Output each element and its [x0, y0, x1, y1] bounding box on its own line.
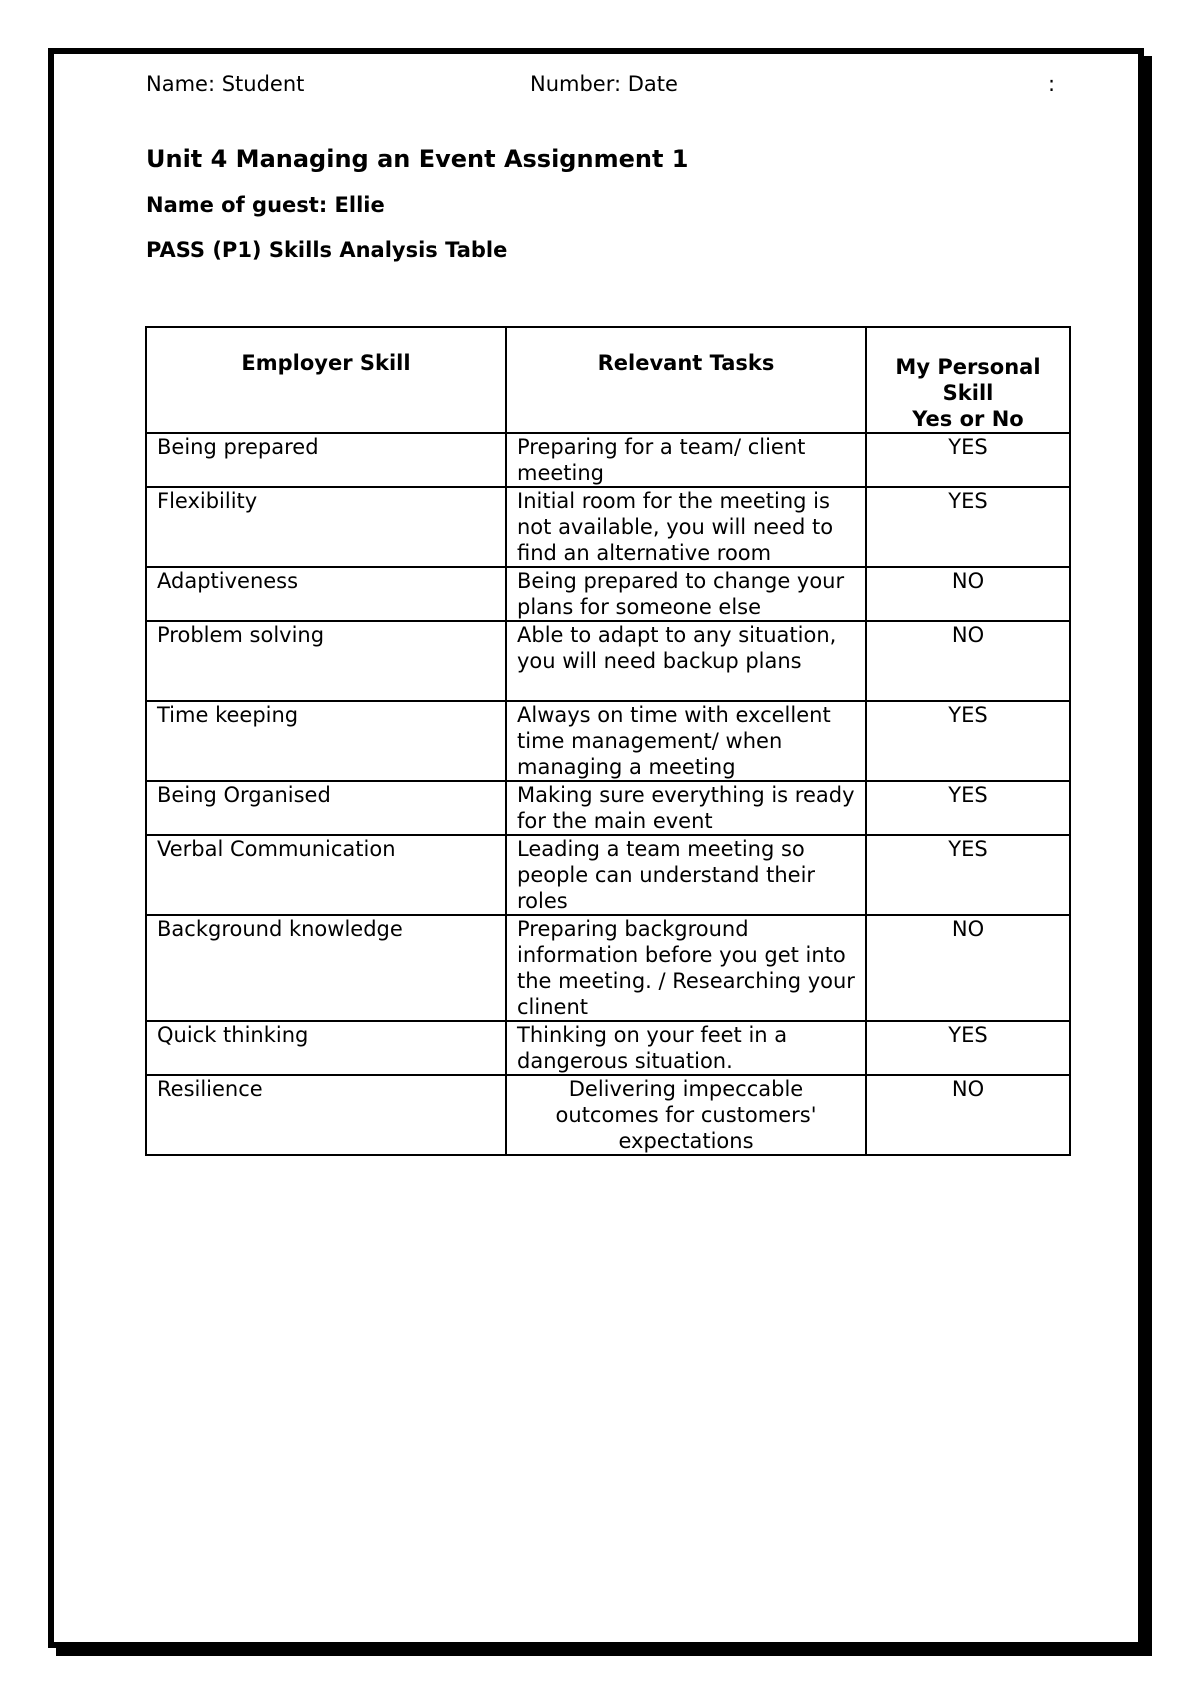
table-subtitle: PASS (P1) Skills Analysis Table — [146, 238, 508, 262]
personal-skill-header-line1: My Personal — [895, 355, 1041, 379]
task-cell: Delivering impeccable outcomes for customers' expectations — [506, 1075, 866, 1155]
skill-cell: Problem solving — [146, 621, 506, 701]
answer-cell: NO — [866, 567, 1070, 621]
skill-cell: Being prepared — [146, 433, 506, 487]
student-number-date-label: Number: Date — [530, 72, 678, 96]
column-header-personal-skill — [866, 327, 1070, 433]
student-name-label: Name: Student — [146, 72, 305, 96]
answer-cell: NO — [866, 915, 1070, 1021]
table-row — [146, 781, 1070, 835]
personal-skill-header-line3: Yes or No — [912, 407, 1024, 431]
table-row — [146, 621, 1070, 701]
table-row — [146, 915, 1070, 1021]
table-row — [146, 1075, 1070, 1155]
table-header-row — [146, 327, 1070, 433]
answer-cell: YES — [866, 701, 1070, 781]
skill-cell: Flexibility — [146, 487, 506, 567]
skill-cell: Time keeping — [146, 701, 506, 781]
skill-cell: Quick thinking — [146, 1021, 506, 1075]
task-cell: Preparing for a team/ client meeting — [506, 433, 866, 487]
answer-cell: YES — [866, 781, 1070, 835]
answer-cell: YES — [866, 487, 1070, 567]
task-cell: Thinking on your feet in a dangerous situation. — [506, 1021, 866, 1075]
task-cell: Leading a team meeting so people can understand their roles — [506, 835, 866, 915]
skill-cell: Being Organised — [146, 781, 506, 835]
task-cell: Always on time with excellent time management/ when managing a meeting — [506, 701, 866, 781]
skill-cell: Resilience — [146, 1075, 506, 1155]
skills-analysis-table — [145, 326, 1071, 1156]
task-cell: Able to adapt to any situation, you will need backup plans — [506, 621, 866, 701]
table-row — [146, 835, 1070, 915]
table-row — [146, 567, 1070, 621]
skill-cell: Background knowledge — [146, 915, 506, 1021]
task-cell: Being prepared to change your plans for someone else — [506, 567, 866, 621]
table-row — [146, 487, 1070, 567]
answer-cell: NO — [866, 1075, 1070, 1155]
document-title: Unit 4 Managing an Event Assignment 1 — [146, 145, 689, 173]
header-colon: : — [1048, 72, 1056, 96]
table-row — [146, 433, 1070, 487]
table-row — [146, 1021, 1070, 1075]
skill-cell: Verbal Communication — [146, 835, 506, 915]
task-cell: Initial room for the meeting is not available, you will need to find an alternative room — [506, 487, 866, 567]
column-header-relevant-tasks: Relevant Tasks — [506, 327, 866, 433]
guest-name: Name of guest: Ellie — [146, 193, 385, 217]
answer-cell: YES — [866, 1021, 1070, 1075]
task-cell: Making sure everything is ready for the main event — [506, 781, 866, 835]
task-cell: Preparing background information before you get into the meeting. / Researching your clinent — [506, 915, 866, 1021]
column-header-employer-skill: Employer Skill — [146, 327, 506, 433]
table-row — [146, 701, 1070, 781]
answer-cell: NO — [866, 621, 1070, 701]
personal-skill-header-line2: Skill — [942, 381, 994, 405]
skill-cell: Adaptiveness — [146, 567, 506, 621]
answer-cell: YES — [866, 835, 1070, 915]
answer-cell: YES — [866, 433, 1070, 487]
